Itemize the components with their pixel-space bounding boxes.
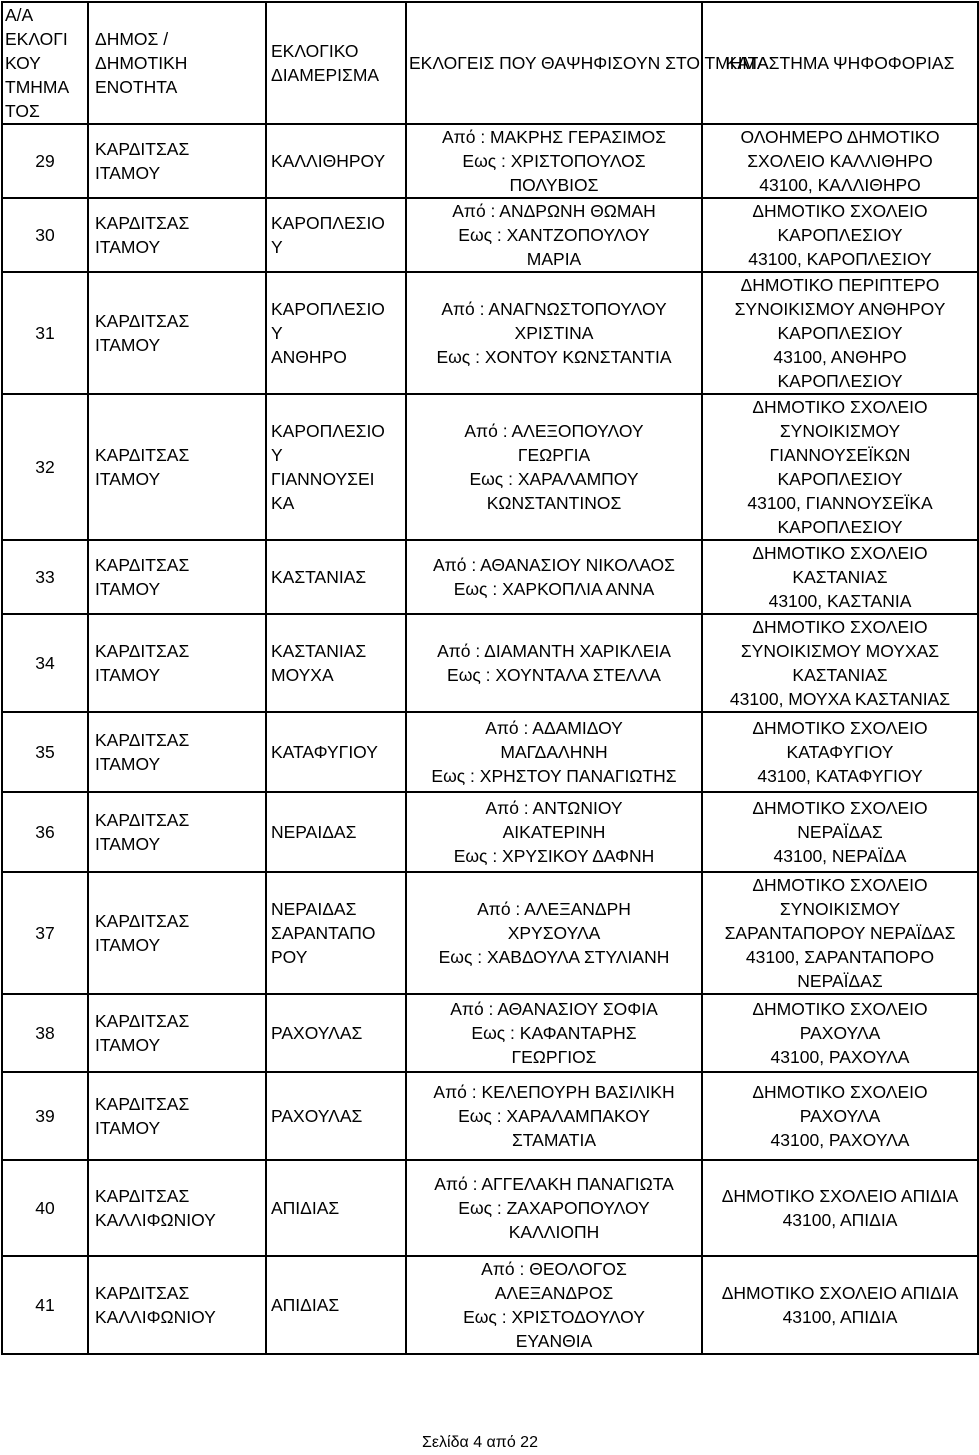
cell-eklogeis (406, 994, 702, 1072)
cell-line: ΝΕΡΑΙΔΑΣ (271, 899, 357, 919)
table-row (2, 1072, 978, 1160)
cell-line: Από : ΑΝΤΩΝΙΟΥ (485, 798, 623, 818)
header-cell-eklogeis (406, 2, 769, 124)
cell-line: 43100, ΑΠΙΔΙΑ (782, 1210, 898, 1230)
cell-line: ΣΧΟΛΕΙΟ ΚΑΛΛΙΘΗΡΟ (747, 151, 933, 171)
cell-line: ΝΕΡΑΪΔΑΣ (797, 971, 883, 991)
cell-line: ΚΑΤΑΦΥΓΙΟΥ (271, 742, 378, 762)
cell-line: ΑΝΘΗΡΟ (271, 347, 347, 367)
cell-line: ΚΑΡΔΙΤΣΑΣ (95, 139, 190, 159)
polling-stations-table (1, 1, 979, 1355)
cell-number: 32 (2, 394, 88, 540)
cell-line: ΕΚΛΟΓΙ (5, 29, 68, 49)
cell-line: ΕΥΑΝΘΙΑ (515, 1331, 593, 1351)
cell-line: Υ (271, 323, 283, 343)
cell-line: ΓΙΑΝΝΟΥΣΕΙ (271, 469, 375, 489)
cell-line: ΑΛΕΞΑΝΔΡΟΣ (494, 1283, 614, 1303)
cell-eklogeis (406, 712, 702, 792)
cell-line: 43100, ΚΑΛΛΙΘΗΡΟ (759, 175, 921, 195)
cell-line: ΕΝΟΤΗΤΑ (95, 77, 178, 97)
cell-eklogeis (406, 872, 702, 994)
table-row (2, 272, 978, 394)
cell-line: 43100, ΚΑΣΤΑΝΙΑ (768, 591, 912, 611)
cell-line: ΜΑΡΙΑ (526, 249, 582, 269)
cell-line: ΑΙΚΑΤΕΡΙΝΗ (502, 822, 606, 842)
cell-eklogeis (406, 198, 702, 272)
cell-line: 43100, ΚΑΤΑΦΥΓΙΟΥ (757, 766, 923, 786)
header-cell-dimos (88, 2, 266, 124)
cell-line: ΚΑΡΟΠΛΕΣΙΟΥ (777, 225, 903, 245)
cell-line: ΡΑΧΟΥΛΑ (799, 1106, 881, 1126)
cell-line: ΟΛΟΗΜΕΡΟ ΔΗΜΟΤΙΚΟ (740, 127, 940, 147)
cell-line: ΚΑΣΤΑΝΙΑΣ (271, 567, 367, 587)
cell-line: 43100, ΑΝΘΗΡΟ (773, 347, 907, 367)
cell-katastima (702, 1072, 978, 1160)
cell-line: ΙΤΑΜΟΥ (95, 163, 161, 183)
cell-diamerisma (266, 1072, 406, 1160)
cell-number: 29 (2, 124, 88, 198)
cell-line: Από : ΑΓΓΕΛΑΚΗ ΠΑΝΑΓΙΩΤΑ (434, 1174, 674, 1194)
cell-line: ΚΑΛΛΙΟΠΗ (508, 1222, 600, 1242)
table-body (2, 124, 978, 1354)
cell-line: 43100, ΜΟΥΧΑ ΚΑΣΤΑΝΙΑΣ (729, 689, 951, 709)
cell-line: Εως : ΚΑΦΑΝΤΑΡΗΣ (471, 1023, 637, 1043)
cell-line: ΚΑΡΔΙΤΣΑΣ (95, 311, 190, 331)
cell-eklogeis (406, 272, 702, 394)
cell-number: 41 (2, 1256, 88, 1354)
cell-number: 36 (2, 792, 88, 872)
cell-dimos (88, 872, 266, 994)
cell-line: ΔΗΜΟΤΙΚΟ ΣΧΟΛΕΙΟ (752, 201, 928, 221)
cell-line: ΤΜΗΜΑ (5, 77, 70, 97)
cell-dimos (88, 1256, 266, 1354)
cell-line: ΙΤΑΜΟΥ (95, 335, 161, 355)
cell-line: ΚΑΛΛΙΦΩΝΙΟΥ (95, 1210, 216, 1230)
cell-number: 38 (2, 994, 88, 1072)
cell-line: ΑΠΙΔΙΑΣ (271, 1198, 340, 1218)
cell-line: ΚΑΡΟΠΛΕΣΙΟ (271, 421, 385, 441)
table-row (2, 872, 978, 994)
cell-diamerisma (266, 394, 406, 540)
cell-line: ΤΟΣ (5, 101, 40, 121)
cell-line: ΚΑΡΟΠΛΕΣΙΟ (271, 299, 385, 319)
cell-line: ΝΕΡΑΪΔΑΣ (797, 822, 883, 842)
cell-line: ΑΠΙΔΙΑΣ (271, 1295, 340, 1315)
cell-diamerisma (266, 198, 406, 272)
cell-line: ΓΕΩΡΓΙΑ (517, 445, 591, 465)
cell-line: ΔΗΜΟΤΙΚΟ ΣΧΟΛΕΙΟ (752, 397, 928, 417)
cell-line: ΔΗΜΟΤΙΚΟ ΣΧΟΛΕΙΟ (752, 798, 928, 818)
cell-line: ΕΚΛΟΓΙΚΟ (271, 41, 359, 61)
table-row (2, 540, 978, 614)
page-number: Σελίδα 4 από 22 (422, 1434, 538, 1451)
cell-line: Εως : ΧΑΡΑΛΑΜΠΑΚΟΥ (458, 1106, 650, 1126)
cell-line: ΨΗΦΙΣΟΥΝ ΣΤΟ ΤΜΗΜΑ (566, 53, 769, 73)
cell-line: ΚΑΡΔΙΤΣΑΣ (95, 1186, 190, 1206)
cell-line: ΓΙΑΝΝΟΥΣΕΪΚΩΝ (769, 445, 911, 465)
cell-line: ΣΥΝΟΙΚΙΣΜΟΥ (779, 899, 901, 919)
cell-line: ΚΑΡΟΠΛΕΣΙΟΥ (777, 469, 903, 489)
cell-katastima (702, 394, 978, 540)
cell-diamerisma (266, 1256, 406, 1354)
cell-line: ΣΥΝΟΙΚΙΣΜΟΥ (779, 421, 901, 441)
header-row (2, 2, 978, 124)
cell-katastima (702, 540, 978, 614)
cell-eklogeis (406, 394, 702, 540)
cell-diamerisma (266, 272, 406, 394)
cell-number: 35 (2, 712, 88, 792)
cell-katastima (702, 198, 978, 272)
cell-line: Από : ΑΘΑΝΑΣΙΟΥ ΣΟΦΙΑ (450, 999, 658, 1019)
cell-diamerisma (266, 124, 406, 198)
cell-line: ΚΑΡΔΙΤΣΑΣ (95, 213, 190, 233)
cell-eklogeis (406, 1072, 702, 1160)
cell-line: ΣΥΝΟΙΚΙΣΜΟΥ ΑΝΘΗΡΟΥ (734, 299, 946, 319)
cell-eklogeis (406, 124, 702, 198)
cell-line: ΙΤΑΜΟΥ (95, 754, 161, 774)
cell-line: ΡΑΧΟΥΛΑΣ (271, 1106, 363, 1126)
cell-line: ΙΤΑΜΟΥ (95, 579, 161, 599)
cell-line: ΔΙΑΜΕΡΙΣΜΑ (271, 65, 380, 85)
cell-line: ΔΗΜΟΤΙΚΟ ΣΧΟΛΕΙΟ (752, 718, 928, 738)
cell-line: ΚΑΛΛΙΦΩΝΙΟΥ (95, 1307, 216, 1327)
table-row (2, 1256, 978, 1354)
cell-line: ΣΤΑΜΑΤΙΑ (511, 1130, 597, 1150)
cell-line: Εως : ΧΡΙΣΤΟΔΟΥΛΟΥ (463, 1307, 645, 1327)
cell-dimos (88, 394, 266, 540)
cell-katastima (702, 614, 978, 712)
cell-line: ΚΑΣΤΑΝΙΑΣ (792, 567, 888, 587)
cell-line: ΚΑΡΔΙΤΣΑΣ (95, 445, 190, 465)
cell-line: ΚΑΛΛΙΘΗΡΟΥ (271, 151, 386, 171)
cell-line: Από : ΜΑΚΡΗΣ ΓΕΡΑΣΙΜΟΣ (441, 127, 667, 147)
cell-line: 43100, ΓΙΑΝΝΟΥΣΕΪΚΑ (747, 493, 933, 513)
cell-line: Εως : ΖΑΧΑΡΟΠΟΥΛΟΥ (458, 1198, 650, 1218)
cell-number: 33 (2, 540, 88, 614)
cell-line: Από : ΑΛΕΞΟΠΟΥΛΟΥ (464, 421, 644, 441)
cell-line: ΚΑΤΑΣΤΗΜΑ ΨΗΦΟΦΟΡΙΑΣ (725, 53, 955, 73)
cell-katastima (702, 792, 978, 872)
cell-eklogeis (406, 1256, 702, 1354)
table-row (2, 1160, 978, 1256)
cell-number: 30 (2, 198, 88, 272)
cell-number: 39 (2, 1072, 88, 1160)
cell-line: 43100, ΑΠΙΔΙΑ (782, 1307, 898, 1327)
cell-line: ΔΗΜΟΣ / (95, 29, 169, 49)
cell-line: 43100, ΚΑΡΟΠΛΕΣΙΟΥ (748, 249, 932, 269)
cell-katastima (702, 1256, 978, 1354)
cell-katastima (702, 272, 978, 394)
cell-line: Εως : ΧΡΥΣΙΚΟΥ ΔΑΦΝΗ (453, 846, 655, 866)
cell-line: ΚΑΡΟΠΛΕΣΙΟΥ (777, 371, 903, 391)
table-row (2, 712, 978, 792)
cell-line: Εως : ΧΟΥΝΤΑΛΑ ΣΤΕΛΛΑ (447, 665, 661, 685)
cell-line: ΔΗΜΟΤΙΚΟ ΣΧΟΛΕΙΟ (752, 543, 928, 563)
cell-number: 34 (2, 614, 88, 712)
cell-line: 43100, ΣΑΡΑΝΤΑΠΟΡΟ (745, 947, 935, 967)
cell-line: ΡΟΥ (271, 947, 308, 967)
cell-line: ΣΑΡΑΝΤΑΠΟΡΟΥ ΝΕΡΑΪΔΑΣ (724, 923, 956, 943)
cell-katastima (702, 872, 978, 994)
cell-line: 43100, ΝΕΡΑΪΔΑ (773, 846, 907, 866)
cell-line: ΔΗΜΟΤΙΚΟ ΣΧΟΛΕΙΟ ΑΠΙΔΙΑ (721, 1186, 959, 1206)
cell-line: Εως : ΧΑΡΑΛΑΜΠΟΥ (469, 469, 639, 489)
cell-line: Εως : ΧΑΡΚΟΠΛΙΑ ΑΝΝΑ (453, 579, 655, 599)
cell-line: ΡΑΧΟΥΛΑΣ (271, 1023, 363, 1043)
cell-diamerisma (266, 872, 406, 994)
cell-diamerisma (266, 1160, 406, 1256)
cell-number: 31 (2, 272, 88, 394)
cell-line: ΕΚΛΟΓΕΙΣ ΠΟΥ ΘΑ (409, 53, 567, 73)
cell-dimos (88, 792, 266, 872)
cell-diamerisma (266, 994, 406, 1072)
cell-katastima (702, 712, 978, 792)
cell-line: Εως : ΧΟΝΤΟΥ ΚΩΝΣΤΑΝΤΙΑ (436, 347, 672, 367)
cell-line: ΔΗΜΟΤΙΚΟ ΣΧΟΛΕΙΟ (752, 1082, 928, 1102)
cell-katastima (702, 124, 978, 198)
cell-number: 37 (2, 872, 88, 994)
cell-line: Α/Α (5, 5, 34, 25)
cell-dimos (88, 712, 266, 792)
cell-dimos (88, 994, 266, 1072)
cell-line: ΙΤΑΜΟΥ (95, 469, 161, 489)
cell-line: ΣΑΡΑΝΤΑΠΟ (271, 923, 376, 943)
cell-diamerisma (266, 614, 406, 712)
cell-dimos (88, 540, 266, 614)
cell-katastima (702, 994, 978, 1072)
cell-line: Υ (271, 445, 283, 465)
cell-line: ΚΑΤΑΦΥΓΙΟΥ (786, 742, 894, 762)
cell-line: ΚΩΝΣΤΑΝΤΙΝΟΣ (486, 493, 622, 513)
cell-line: ΙΤΑΜΟΥ (95, 665, 161, 685)
cell-dimos (88, 124, 266, 198)
cell-eklogeis (406, 540, 702, 614)
cell-line: ΔΗΜΟΤΙΚΟ ΣΧΟΛΕΙΟ ΑΠΙΔΙΑ (721, 1283, 959, 1303)
cell-line: ΙΤΑΜΟΥ (95, 1118, 161, 1138)
cell-line: Από : ΑΘΑΝΑΣΙΟΥ ΝΙΚΟΛΑΟΣ (433, 555, 675, 575)
cell-line: ΙΤΑΜΟΥ (95, 834, 161, 854)
cell-line: Από : ΚΕΛΕΠΟΥΡΗ ΒΑΣΙΛΙΚΗ (433, 1082, 675, 1102)
cell-dimos (88, 614, 266, 712)
header-cell-diamerisma (266, 2, 406, 124)
cell-line: ΚΟΥ (5, 53, 41, 73)
table-row (2, 614, 978, 712)
table-row (2, 792, 978, 872)
cell-line: Εως : ΧΡΙΣΤΟΠΟΥΛΟΣ (462, 151, 646, 171)
cell-line: 43100, ΡΑΧΟΥΛΑ (770, 1047, 910, 1067)
cell-dimos (88, 198, 266, 272)
cell-dimos (88, 1160, 266, 1256)
table-row (2, 994, 978, 1072)
cell-line: ΧΡΥΣΟΥΛΑ (507, 923, 601, 943)
cell-line: ΜΟΥΧΑ (271, 665, 334, 685)
cell-line: ΧΡΙΣΤΙΝΑ (514, 323, 594, 343)
cell-line: ΚΑΡΔΙΤΣΑΣ (95, 810, 190, 830)
cell-line: Από : ΑΝΑΓΝΩΣΤΟΠΟΥΛΟΥ (441, 299, 667, 319)
cell-line: ΚΑΡΟΠΛΕΣΙΟΥ (777, 323, 903, 343)
cell-line: Από : ΔΙΑΜΑΝΤΗ ΧΑΡΙΚΛΕΙΑ (437, 641, 671, 661)
cell-eklogeis (406, 614, 702, 712)
cell-line: Εως : ΧΑΝΤΖΟΠΟΥΛΟΥ (458, 225, 650, 245)
cell-dimos (88, 272, 266, 394)
cell-line: ΝΕΡΑΙΔΑΣ (271, 822, 357, 842)
cell-line: ΚΑΡΟΠΛΕΣΙΟ (271, 213, 385, 233)
cell-line: ΚΑΡΔΙΤΣΑΣ (95, 1283, 190, 1303)
cell-line: ΔΗΜΟΤΙΚΟ ΣΧΟΛΕΙΟ (752, 999, 928, 1019)
cell-line: ΡΑΧΟΥΛΑ (799, 1023, 881, 1043)
cell-line: ΣΥΝΟΙΚΙΣΜΟΥ ΜΟΥΧΑΣ (740, 641, 940, 661)
cell-line: Από : ΑΝΔΡΩΝΗ ΘΩΜΑΗ (452, 201, 656, 221)
cell-line: ΙΤΑΜΟΥ (95, 237, 161, 257)
cell-line: Εως : ΧΡΗΣΤΟΥ ΠΑΝΑΓΙΩΤΗΣ (431, 766, 677, 786)
cell-line: ΚΑΣΤΑΝΙΑΣ (271, 641, 367, 661)
table-row (2, 198, 978, 272)
cell-line: Εως : ΧΑΒΔΟΥΛΑ ΣΤΥΛΙΑΝΗ (438, 947, 670, 967)
cell-eklogeis (406, 1160, 702, 1256)
cell-diamerisma (266, 792, 406, 872)
cell-line: ΚΑΡΟΠΛΕΣΙΟΥ (777, 517, 903, 537)
cell-line: ΚΑΡΔΙΤΣΑΣ (95, 555, 190, 575)
cell-line: ΙΤΑΜΟΥ (95, 935, 161, 955)
table-row (2, 124, 978, 198)
cell-line: ΔΗΜΟΤΙΚΗ (95, 53, 188, 73)
cell-eklogeis (406, 792, 702, 872)
cell-line: ΓΕΩΡΓΙΟΣ (511, 1047, 597, 1067)
cell-line: ΚΑΡΔΙΤΣΑΣ (95, 1011, 190, 1031)
cell-number: 40 (2, 1160, 88, 1256)
cell-diamerisma (266, 712, 406, 792)
cell-line: ΚΑ (271, 493, 295, 513)
cell-dimos (88, 1072, 266, 1160)
cell-line: ΚΑΣΤΑΝΙΑΣ (792, 665, 888, 685)
cell-line: ΜΑΓΔΑΛΗΝΗ (500, 742, 608, 762)
cell-line: ΔΗΜΟΤΙΚΟ ΣΧΟΛΕΙΟ (752, 617, 928, 637)
cell-line: Από : ΑΛΕΞΑΝΔΡΗ (477, 899, 631, 919)
cell-line: ΚΑΡΔΙΤΣΑΣ (95, 911, 190, 931)
cell-line: ΙΤΑΜΟΥ (95, 1035, 161, 1055)
cell-line: ΔΗΜΟΤΙΚΟ ΣΧΟΛΕΙΟ (752, 875, 928, 895)
header-cell-katastima (702, 2, 978, 124)
table-row (2, 394, 978, 540)
cell-katastima (702, 1160, 978, 1256)
cell-line: ΚΑΡΔΙΤΣΑΣ (95, 730, 190, 750)
cell-line: ΠΟΛΥΒΙΟΣ (509, 175, 599, 195)
header-cell-aa (2, 2, 88, 124)
cell-line: 43100, ΡΑΧΟΥΛΑ (770, 1130, 910, 1150)
cell-line: ΚΑΡΔΙΤΣΑΣ (95, 1094, 190, 1114)
cell-line: Από : ΘΕΟΛΟΓΟΣ (481, 1259, 627, 1279)
cell-line: ΚΑΡΔΙΤΣΑΣ (95, 641, 190, 661)
cell-line: Υ (271, 237, 283, 257)
cell-line: ΔΗΜΟΤΙΚΟ ΠΕΡΙΠΤΕΡΟ (740, 275, 940, 295)
cell-line: Από : ΑΔΑΜΙΔΟΥ (485, 718, 623, 738)
cell-diamerisma (266, 540, 406, 614)
